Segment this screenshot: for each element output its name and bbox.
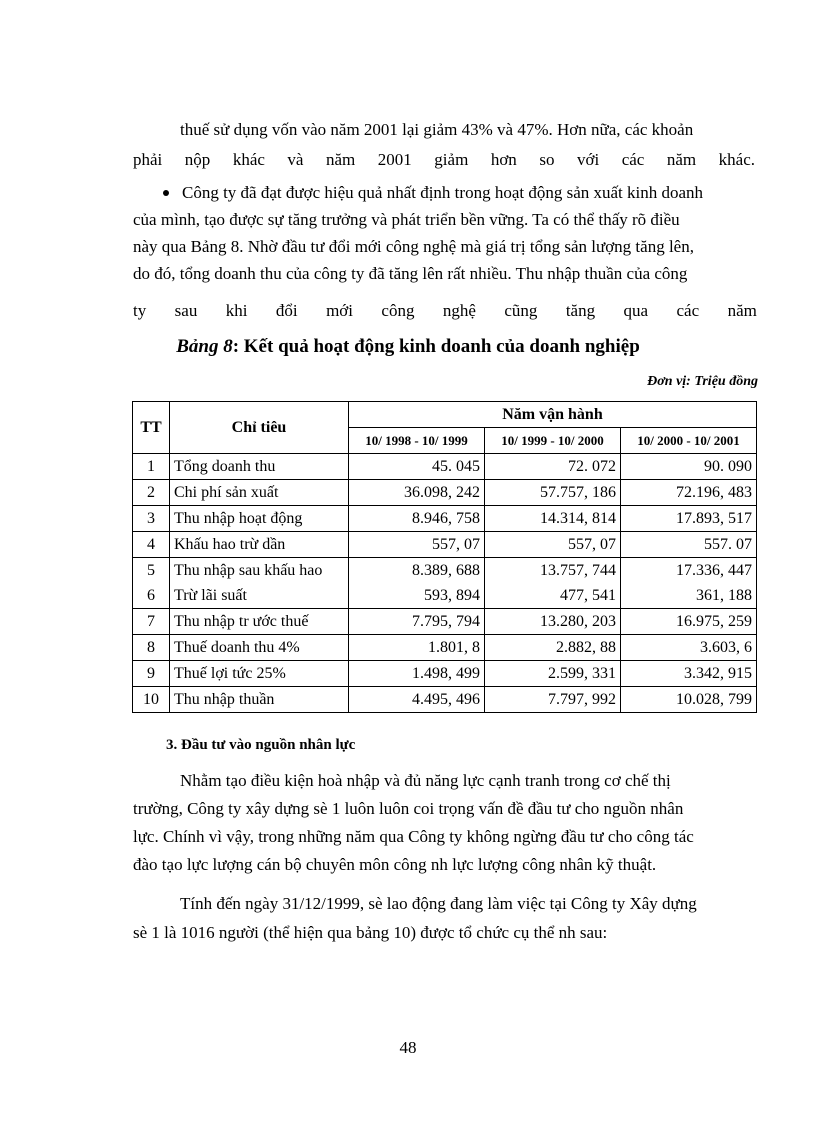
cell-name: Thu nhập hoạt động [170,506,349,532]
header-period-2: 10/ 1999 - 10/ 2000 [485,428,621,454]
paragraph2-line3: lực. Chính vì vậy, trong những năm qua Công ty không ngừng đầu tư cho công tác [133,827,694,846]
cell-name: Khấu hao trừ dần [170,532,349,558]
word: mới [326,301,353,320]
word: hơn [490,150,517,169]
cell-tt: 5 [133,558,170,584]
cell-name: Thu nhập tr ước thuế [170,609,349,635]
cell-value: 557, 07 [349,532,485,558]
cell-name: Thuế doanh thu 4% [170,635,349,661]
cell-value: 16.975, 259 [621,609,757,635]
paragraph1-line2 [133,149,755,171]
table-header-row [133,402,757,428]
cell-tt: 6 [133,583,170,609]
bullet-line5 [133,300,757,322]
cell-tt: 7 [133,609,170,635]
word: và [287,150,304,169]
table-title [0,336,816,358]
word: qua [623,301,649,320]
cell-name: Chi phí sản xuất [170,480,349,506]
cell-tt: 2 [133,480,170,506]
page-number: 48 [399,1038,417,1057]
paragraph3-line1: Tính đến ngày 31/12/1999, sè lao động đang làm việc tại Công ty Xây dựng [180,894,697,913]
word: năm [666,150,697,169]
header-tt: TT [133,402,170,454]
header-period-3: 10/ 2000 - 10/ 2001 [621,428,757,454]
paragraph3-line2: sè 1 là 1016 người (thể hiện qua bảng 10) được tổ chức cụ thể nh sau: [133,923,608,942]
table-row [133,506,757,532]
table-row [133,532,757,558]
table-row [133,454,757,480]
word: phải [133,150,163,169]
cell-value: 90. 090 [621,454,757,480]
paragraph2-line1: Nhằm tạo điều kiện hoà nhập và đủ năng lực cạnh tranh trong cơ chế thị [180,771,671,790]
cell-value: 3.342, 915 [621,661,757,687]
cell-value: 4.495, 496 [349,687,485,713]
cell-tt: 9 [133,661,170,687]
table-row [133,558,757,584]
cell-value: 10.028, 799 [621,687,757,713]
cell-tt: 4 [133,532,170,558]
cell-value: 14.314, 814 [485,506,621,532]
table-title-label: Bảng 8 [176,336,233,357]
table-row [133,609,757,635]
cell-value: 1.498, 499 [349,661,485,687]
cell-name: Thuế lợi tức 25% [170,661,349,687]
word: công [381,301,415,320]
cell-name: Thu nhập sau khấu hao [170,558,349,584]
cell-value: 36.098, 242 [349,480,485,506]
cell-value: 2.599, 331 [485,661,621,687]
cell-name: Trừ lãi suất [170,583,349,609]
cell-tt: 8 [133,635,170,661]
cell-value: 557. 07 [621,532,757,558]
header-period-1: 10/ 1998 - 10/ 1999 [349,428,485,454]
word: các [676,301,700,320]
cell-value: 361, 188 [621,583,757,609]
cell-value: 3.603, 6 [621,635,757,661]
word: với [576,150,600,169]
word: khác [232,150,265,169]
header-group: Năm vận hành [349,402,757,428]
table-row [133,583,757,609]
word: năm [325,150,356,169]
header-name: Chỉ tiêu [170,402,349,454]
cell-name: Thu nhập thuần [170,687,349,713]
cell-value: 13.280, 203 [485,609,621,635]
word: tăng [565,301,596,320]
word: khi [225,301,248,320]
table-row [133,687,757,713]
bullet-line4: do đó, tổng doanh thu của công ty đã tăng lên rất nhiều. Thu nhập thuần của công [133,264,688,283]
cell-value: 557, 07 [485,532,621,558]
word: sau [174,301,198,320]
cell-value: 57.757, 186 [485,480,621,506]
paragraph2-line2: trường, Công ty xây dựng sè 1 luôn luôn coi trọng vấn đề đầu tư cho nguồn nhân [133,799,684,818]
word: giảm [434,150,469,169]
cell-value: 45. 045 [349,454,485,480]
word: cũng [504,301,538,320]
word: so [539,150,555,169]
cell-tt: 1 [133,454,170,480]
table-row [133,635,757,661]
bullet-icon [163,190,169,196]
unit-note: Đơn vị: Triệu đồng [647,374,758,389]
bullet-line3: này qua Bảng 8. Nhờ đầu tư đổi mới công nghệ mà giá trị tổng sản lượng tăng lên, [133,237,694,256]
word: nghệ [442,301,476,320]
cell-value: 8.389, 688 [349,558,485,584]
word: nộp [184,150,211,169]
paragraph1-line1: thuế sử dụng vốn vào năm 2001 lại giảm 43% và 47%. Hơn nữa, các khoản [180,120,694,139]
cell-value: 13.757, 744 [485,558,621,584]
word: các [621,150,645,169]
cell-value: 1.801, 8 [349,635,485,661]
cell-value: 7.797, 992 [485,687,621,713]
results-table [132,401,757,713]
word: đổi [275,301,298,320]
word: ty [133,301,147,320]
cell-value: 17.893, 517 [621,506,757,532]
cell-value: 593, 894 [349,583,485,609]
cell-name: Tổng doanh thu [170,454,349,480]
section-heading: 3. Đầu tư vào nguồn nhân lực [166,737,356,753]
bullet-line2: của mình, tạo được sự tăng trưởng và phát triển bền vững. Ta có thể thấy rõ điều [133,210,680,229]
word: năm [727,301,757,320]
cell-tt: 3 [133,506,170,532]
cell-value: 477, 541 [485,583,621,609]
cell-tt: 10 [133,687,170,713]
bullet-line1: Công ty đã đạt được hiệu quả nhất định trong hoạt động sản xuất kinh doanh [182,183,704,202]
table-row [133,661,757,687]
cell-value: 8.946, 758 [349,506,485,532]
word: khác. [718,150,755,169]
cell-value: 72. 072 [485,454,621,480]
cell-value: 72.196, 483 [621,480,757,506]
cell-value: 2.882, 88 [485,635,621,661]
word: 2001 [377,150,412,169]
cell-value: 7.795, 794 [349,609,485,635]
table-row [133,480,757,506]
table-title-text: : Kết quả hoạt động kinh doanh của doanh nghiệp [232,336,640,357]
paragraph2-line4: đào tạo lực lượng cán bộ chuyên môn công nh lực lượng công nhân kỹ thuật. [133,855,657,874]
cell-value: 17.336, 447 [621,558,757,584]
